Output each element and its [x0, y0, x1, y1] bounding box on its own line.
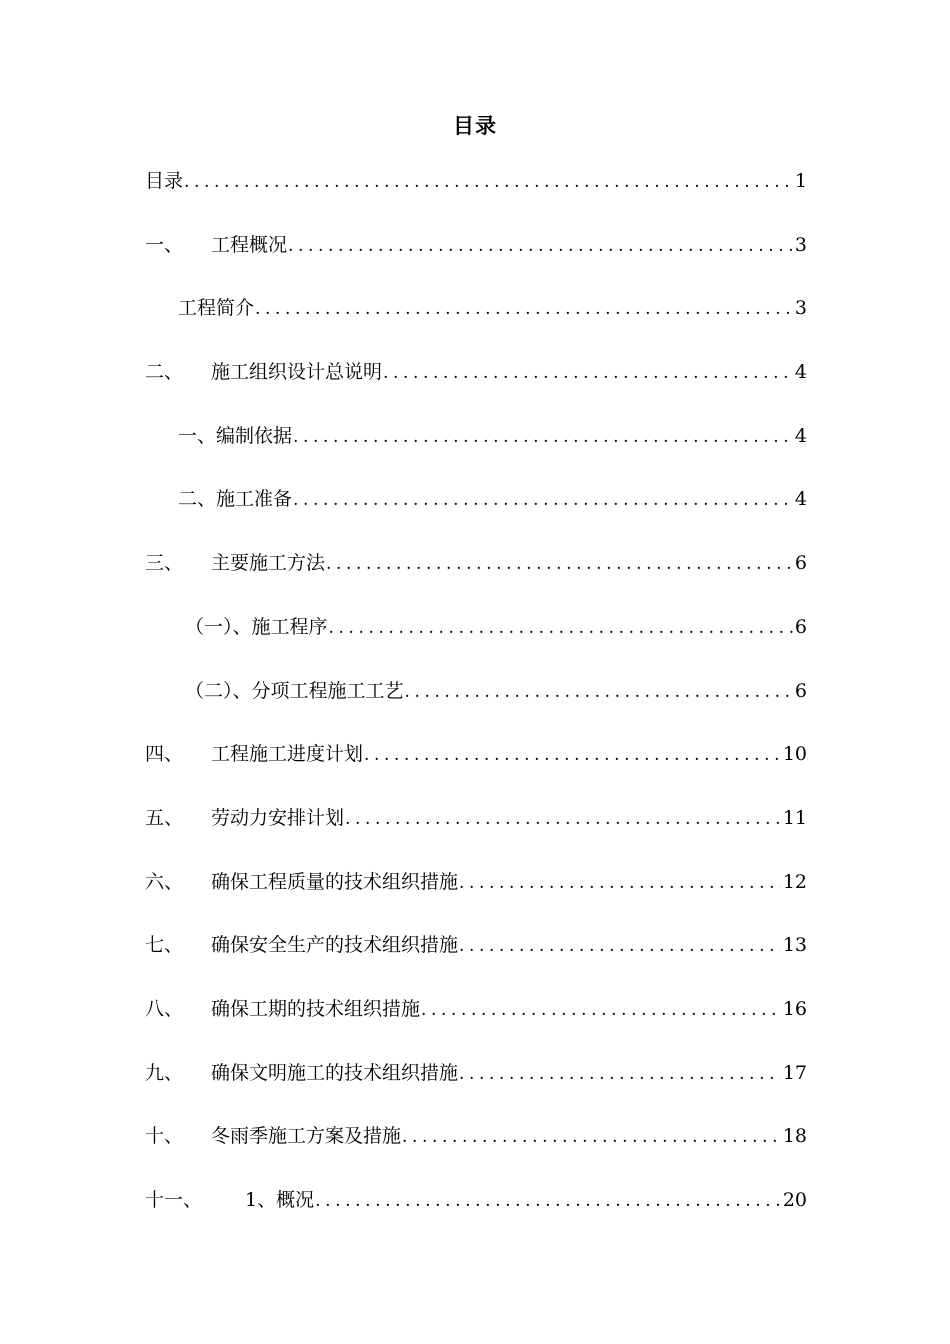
toc-entry-number: 九、 — [145, 1061, 184, 1084]
toc-entry-label: 工程概况 — [211, 233, 288, 256]
toc-entry-label: 1、概况 — [245, 1189, 315, 1211]
toc-leader-dots — [459, 867, 781, 899]
toc-entry-label: （一）、施工程序 — [185, 615, 328, 638]
toc-entry-number: 七、 — [145, 934, 184, 957]
toc-leader-dots — [184, 166, 793, 198]
toc-entry-chapter-5[interactable] — [145, 802, 807, 866]
toc-leader-dots — [255, 293, 793, 325]
toc-entry-number: 五、 — [145, 806, 184, 829]
toc-entry-number: 六、 — [145, 870, 184, 893]
toc-entry-label: 确保工期的技术组织措施 — [211, 997, 421, 1020]
toc-entry-page: 11 — [782, 806, 807, 829]
toc-leader-dots — [326, 548, 793, 580]
toc-entry-section[interactable] — [145, 675, 807, 739]
toc-entry-chapter-8[interactable] — [145, 993, 807, 1057]
toc-entry-chapter-3[interactable] — [145, 547, 807, 611]
toc-entry-label: 工程施工进度计划 — [211, 743, 364, 766]
toc-entry-chapter-4[interactable] — [145, 738, 807, 802]
toc-entry-page: 4 — [794, 424, 807, 447]
toc-entry-number: 四、 — [145, 743, 184, 766]
toc-entry-label: 目录 — [145, 170, 184, 192]
toc-entry-page: 3 — [794, 233, 807, 256]
toc-leader-dots — [459, 1058, 781, 1090]
toc-leader-dots — [329, 612, 793, 644]
toc-entry-label: 劳动力安排计划 — [211, 806, 345, 829]
toc-entry-section[interactable] — [145, 420, 807, 484]
toc-entry-page: 6 — [794, 615, 807, 638]
toc-title: 目录 — [453, 113, 497, 138]
toc-entry-section[interactable] — [145, 483, 807, 547]
toc-leader-dots — [315, 1185, 781, 1217]
toc-entry-label: 一、编制依据 — [178, 424, 293, 447]
toc-entry-chapter-7[interactable] — [145, 929, 807, 993]
toc-entry-page: 6 — [794, 552, 807, 575]
toc-entry-label: 确保安全生产的技术组织措施 — [211, 934, 459, 957]
toc-entry-number: 二、 — [145, 361, 184, 384]
toc-entry-label: （二）、分项工程施工工艺 — [185, 679, 404, 702]
toc-entry-page: 4 — [794, 361, 807, 384]
toc-entry-page: 6 — [794, 679, 807, 702]
toc-entry-page: 1 — [794, 170, 807, 192]
toc-entry-number: 三、 — [145, 552, 184, 575]
toc-leader-dots — [405, 676, 793, 708]
toc-entry-page: 13 — [782, 934, 807, 957]
toc-entry-label: 确保文明施工的技术组织措施 — [211, 1061, 459, 1084]
toc-entry-label: 工程简介 — [178, 297, 255, 320]
toc-entry-label: 二、施工准备 — [178, 488, 293, 511]
toc-entry-chapter-10[interactable] — [145, 1120, 807, 1184]
toc-entry-label: 主要施工方法 — [211, 552, 326, 575]
toc-entry-number: 十一、 — [145, 1189, 203, 1211]
toc-entry-chapter-9[interactable] — [145, 1057, 807, 1121]
toc-entry-label: 施工组织设计总说明 — [211, 361, 383, 384]
toc-entry-page: 3 — [794, 297, 807, 320]
toc-entry-section[interactable] — [145, 611, 807, 675]
toc-leader-dots — [459, 930, 781, 962]
toc-entry-number: 八、 — [145, 997, 184, 1020]
toc-entry-page: 16 — [782, 997, 807, 1020]
toc-entry-chapter-6[interactable] — [145, 866, 807, 930]
toc-leader-dots — [293, 421, 793, 453]
toc-entry-page: 17 — [782, 1061, 807, 1084]
toc-entry-label: 确保工程质量的技术组织措施 — [211, 870, 459, 893]
toc-leader-dots — [402, 1121, 781, 1153]
toc-entry-page: 20 — [782, 1189, 807, 1211]
toc-entry-page: 10 — [782, 743, 807, 766]
toc-leader-dots — [288, 230, 793, 262]
toc-entry-label: 冬雨季施工方案及措施 — [211, 1125, 402, 1148]
toc-leader-dots — [364, 739, 781, 771]
toc-entry-catalog[interactable] — [145, 165, 807, 229]
toc-leader-dots — [421, 994, 781, 1026]
toc-entry-page: 4 — [794, 488, 807, 511]
toc-entry-number: 一、 — [145, 233, 184, 256]
toc-entry-chapter-1[interactable] — [145, 229, 807, 293]
table-of-contents — [145, 165, 807, 1248]
toc-entry-page: 18 — [782, 1125, 807, 1148]
toc-entry-section[interactable] — [145, 292, 807, 356]
toc-leader-dots — [345, 803, 781, 835]
toc-leader-dots — [293, 484, 793, 516]
toc-entry-chapter-11[interactable] — [145, 1184, 807, 1248]
toc-entry-number: 十、 — [145, 1125, 184, 1148]
toc-leader-dots — [383, 357, 793, 389]
toc-entry-chapter-2[interactable] — [145, 356, 807, 420]
toc-entry-page: 12 — [782, 870, 807, 893]
